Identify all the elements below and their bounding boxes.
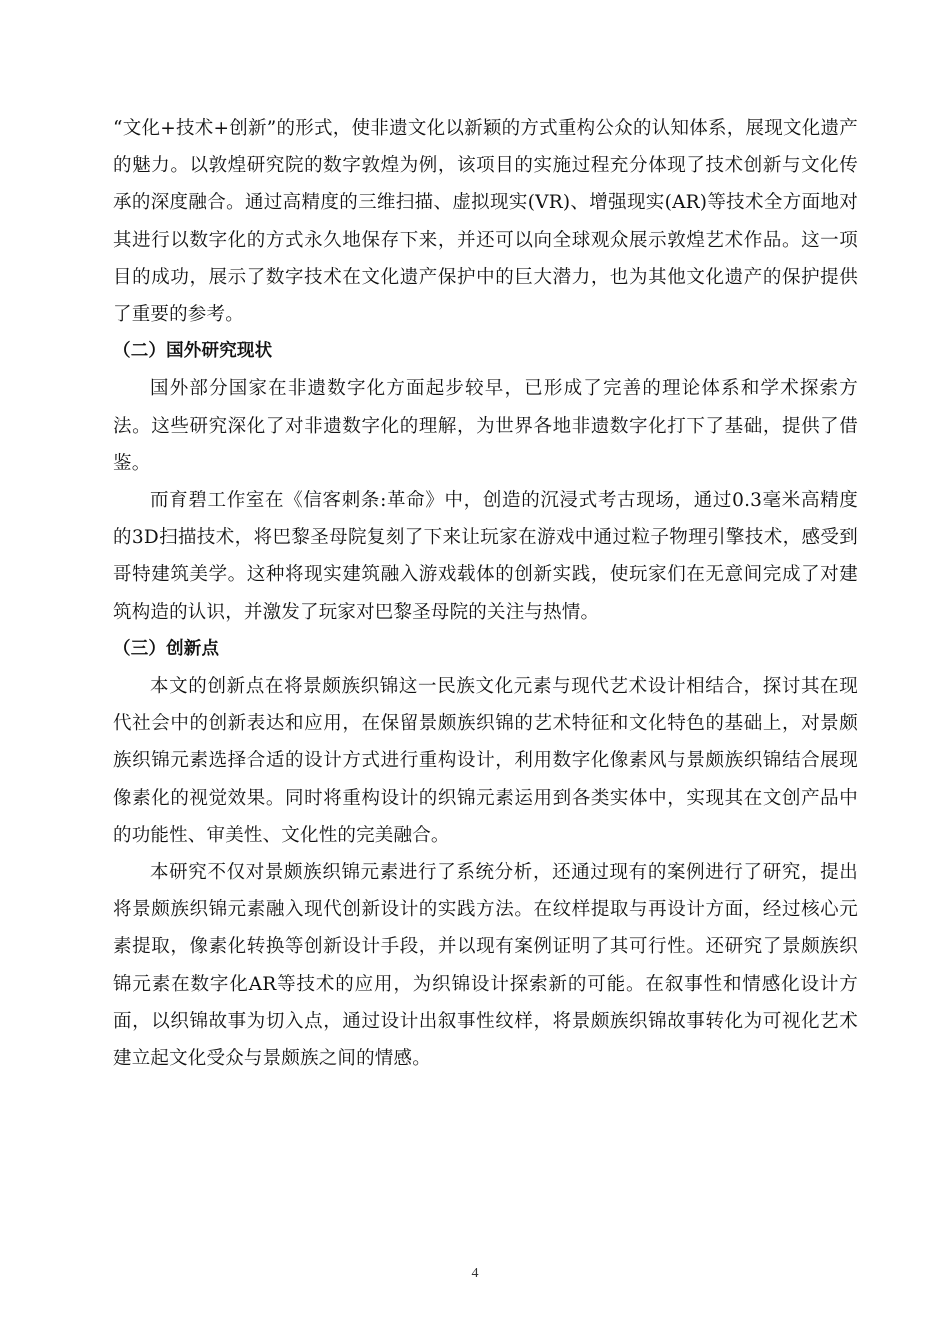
section-heading-innovation: （三）创新点 bbox=[113, 638, 220, 659]
page-body bbox=[113, 110, 858, 1077]
paragraph-research-methods: 本研究不仅对景颇族织锦元素进行了系统分析，还通过现有的案例进行了研究，提出将景颇族织锦元素融入现代创新设计的实践方法。在纹样提取与再设计方面，经过核心元素提取，像素化转换等创新设计手段，并以现有案例证明了其可行性。还研究了景颇族织锦元素在数字化AR等技术的应用，为织锦设计探索新的可能。在叙事性和情感化设计方面，以织锦故事为切入点，通过设计出叙事性纹样，将景颇族织锦故事转化为可视化艺术建立起文化受众与景颇族之间的情感。 bbox=[113, 862, 858, 1070]
page-number: 4 bbox=[471, 1266, 479, 1281]
paragraph-innovation-points: 本文的创新点在将景颇族织锦这一民族文化元素与现代艺术设计相结合，探讨其在现代社会中的创新表达和应用，在保留景颇族织锦的艺术特征和文化特色的基础上，对景颇族织锦元素选择合适的设计方式进行重构设计，利用数字化像素风与景颇族织锦结合展现像素化的视觉效果。同时将重构设计的织锦元素运用到各类实体中，实现其在文创产品中的功能性、审美性、文化性的完美融合。 bbox=[113, 676, 858, 846]
section-heading-foreign-research: （二）国外研究现状 bbox=[113, 341, 273, 362]
paragraph-digital-dunhuang: “文化+技术+创新”的形式，使非遗文化以新颖的方式重构公众的认知体系，展现文化遗产的魅力。以敦煌研究院的数字敦煌为例，该项目的实施过程充分体现了技术创新与文化传承的深度融合。通过高精度的三维扫描、虚拟现实(VR)、增强现实(AR)等技术全方面地对其进行以数字化的方式永久地保存下来，并还可以向全球观众展示敦煌艺术作品。这一项目的成功，展示了数字技术在文化遗产保护中的巨大潜力，也为其他文化遗产的保护提供了重要的参考。 bbox=[113, 118, 858, 326]
paragraph-foreign-overview: 国外部分国家在非遗数字化方面起步较早，已形成了完善的理论体系和学术探索方法。这些研究深化了对非遗数字化的理解，为世界各地非遗数字化打下了基础，提供了借鉴。 bbox=[113, 378, 858, 474]
paragraph-ubisoft-case: 而育碧工作室在《信客刺条:革命》中，创造的沉浸式考古现场，通过0.3毫米高精度的3D扫描技术，将巴黎圣母院复刻了下来让玩家在游戏中通过粒子物理引擎技术，感受到哥特建筑美学。这种将现实建筑融入游戏载体的创新实践，使玩家们在无意间完成了对建筑构造的认识，并激发了玩家对巴黎圣母院的关注与热情。 bbox=[113, 490, 858, 623]
